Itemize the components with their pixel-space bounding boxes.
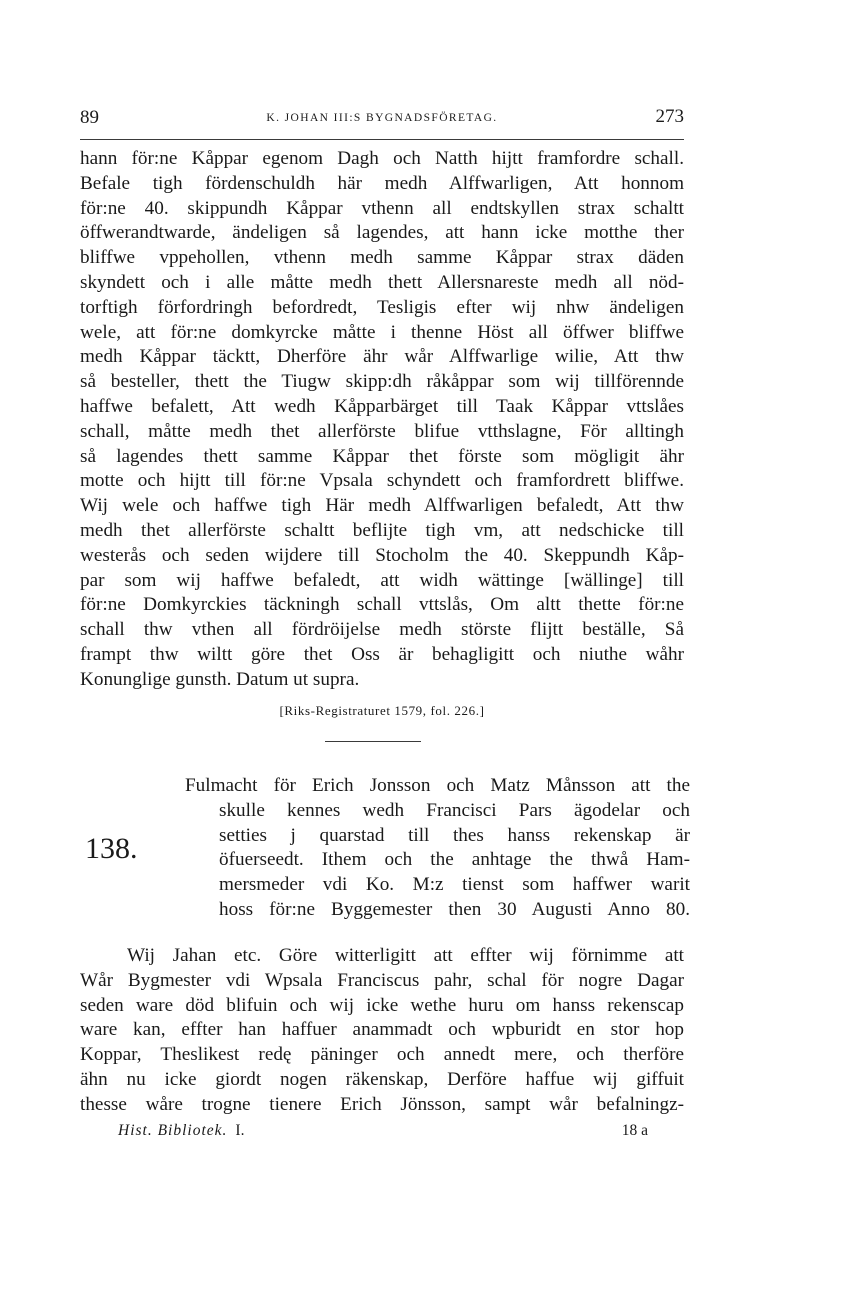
- text-line: skyndett och i alle måtte medh thett Allersnareste medh all nöd-: [80, 271, 684, 293]
- text-line: för:ne Domkyrckies täckningh schall vttslås, Om altt thette för:ne: [80, 594, 684, 616]
- text-line: Wij Jahan etc. Göre witterligitt att effter wij förnimme att: [127, 945, 684, 966]
- sheet-mark: 18 a: [621, 1122, 648, 1139]
- page-number-left: 89: [80, 107, 99, 128]
- text-line: så lagendes thett samme Kåppar thet förste som mögligit ähr: [80, 445, 684, 467]
- running-title: K. JOHAN III:S BYGNADSFÖRETAG.: [266, 112, 498, 124]
- document-heading: [185, 774, 690, 923]
- header-rule: [80, 139, 684, 140]
- heading-line: hoss för:ne Byggemester then 30 Augusti Anno 80.: [219, 898, 690, 920]
- page-header: [80, 107, 684, 133]
- document-body: [80, 944, 684, 1118]
- document-number: 138.: [85, 832, 138, 865]
- heading-line: mersmeder vdi Ko. M:z tienst som haffwer warit: [219, 874, 690, 896]
- text-line: par som wij haffwe befaledt, att widh wättinge [wällinge] till: [80, 569, 684, 591]
- text-line: medh thet allerförste schaltt beflijte tigh vm, att nedschicke till: [80, 519, 684, 541]
- letter-continuation: [80, 147, 684, 693]
- text-line: Wij wele och haffwe tigh Här medh Alffwarligen befaledt, Att thw: [80, 495, 684, 517]
- text-line: ware kan, effter han haffuer anammadt och wpburidt en stor hop: [80, 1019, 684, 1041]
- text-line: seden ware död blifuin och wij icke wethe huru om hanss rekenscap: [80, 994, 684, 1016]
- text-line: motte och hijtt till för:ne Vpsala schyndett och framfordrett bliffwe.: [80, 470, 684, 492]
- signature-mark: [118, 1122, 244, 1140]
- text-line: Konunglige gunsth. Datum ut supra.: [80, 668, 360, 690]
- heading-line: setties j quarstad till thes hanss rekenskap är: [219, 824, 690, 846]
- heading-line: öfuerseedt. Ithem och the anhtage the thwå Ham-: [219, 849, 690, 871]
- page-number-right: 273: [655, 106, 684, 127]
- text-line: torftigh förfordringh befordredt, Tesligis efter wij nhw ändeligen: [80, 296, 684, 318]
- text-line: westerås och seden wijdere till Stocholm the 40. Skeppundh Kåp-: [80, 544, 684, 566]
- section-divider: [325, 741, 421, 742]
- signature-volume: I.: [235, 1122, 245, 1139]
- text-line: för:ne 40. skippundh Kåppar vthenn all endtskyllen strax schaltt: [80, 197, 684, 219]
- signature-title: Hist. Bibliotek.: [118, 1122, 228, 1139]
- text-line: bliffwe vppehollen, vthenn medh samme Kåppar strax däden: [80, 247, 684, 269]
- text-line: öffwerandtwarde, ändeligen så lagendes, att hann icke motthe ther: [80, 222, 684, 244]
- text-line: wele, att för:ne domkyrcke måtte i thenne Höst all öffwer bliffwe: [80, 321, 684, 343]
- text-line: så besteller, thett the Tiugw skipp:dh råkåppar som wij tillförennde: [80, 371, 684, 393]
- heading-line: skulle kennes wedh Francisci Pars ägodelar och: [219, 799, 690, 821]
- text-line: hann för:ne Kåppar egenom Dagh och Natth hijtt framfordre schall.: [80, 148, 684, 169]
- text-line: schall, måtte medh thet allerförste blifue vtthslagne, För alltingh: [80, 420, 684, 442]
- text-line: thesse wåre trogne tienere Erich Jönsson, sampt wår befalningz-: [80, 1093, 684, 1115]
- text-line: schall thw vthen all fördröijelse medh störste flijtt beställe, Så: [80, 619, 684, 641]
- text-line: Befale tigh fördenschuldh här medh Alffwarligen, Att honnom: [80, 172, 684, 194]
- text-line: Koppar, Theslikest redę päninger och annedt mere, och therföre: [80, 1044, 684, 1066]
- heading-line: Fulmacht för Erich Jonsson och Matz Månsson att the: [185, 775, 690, 796]
- source-citation: [Riks-Registraturet 1579, fol. 226.]: [279, 703, 485, 718]
- text-line: ähn nu icke giordt nogen räkenskap, Derföre haffue wij giffuit: [80, 1068, 684, 1090]
- text-line: haffwe befalett, Att wedh Kåpparbärget till Taak Kåppar vttslåes: [80, 395, 684, 417]
- text-line: medh Kåppar täcktt, Dherföre ähr wår Alffwarlige wilie, Att thw: [80, 346, 684, 368]
- text-line: frampt thw wiltt göre thet Oss är behagligitt och niuthe wåhr: [80, 643, 684, 665]
- text-line: Wår Bygmester vdi Wpsala Franciscus pahr, schal för nogre Dagar: [80, 969, 684, 991]
